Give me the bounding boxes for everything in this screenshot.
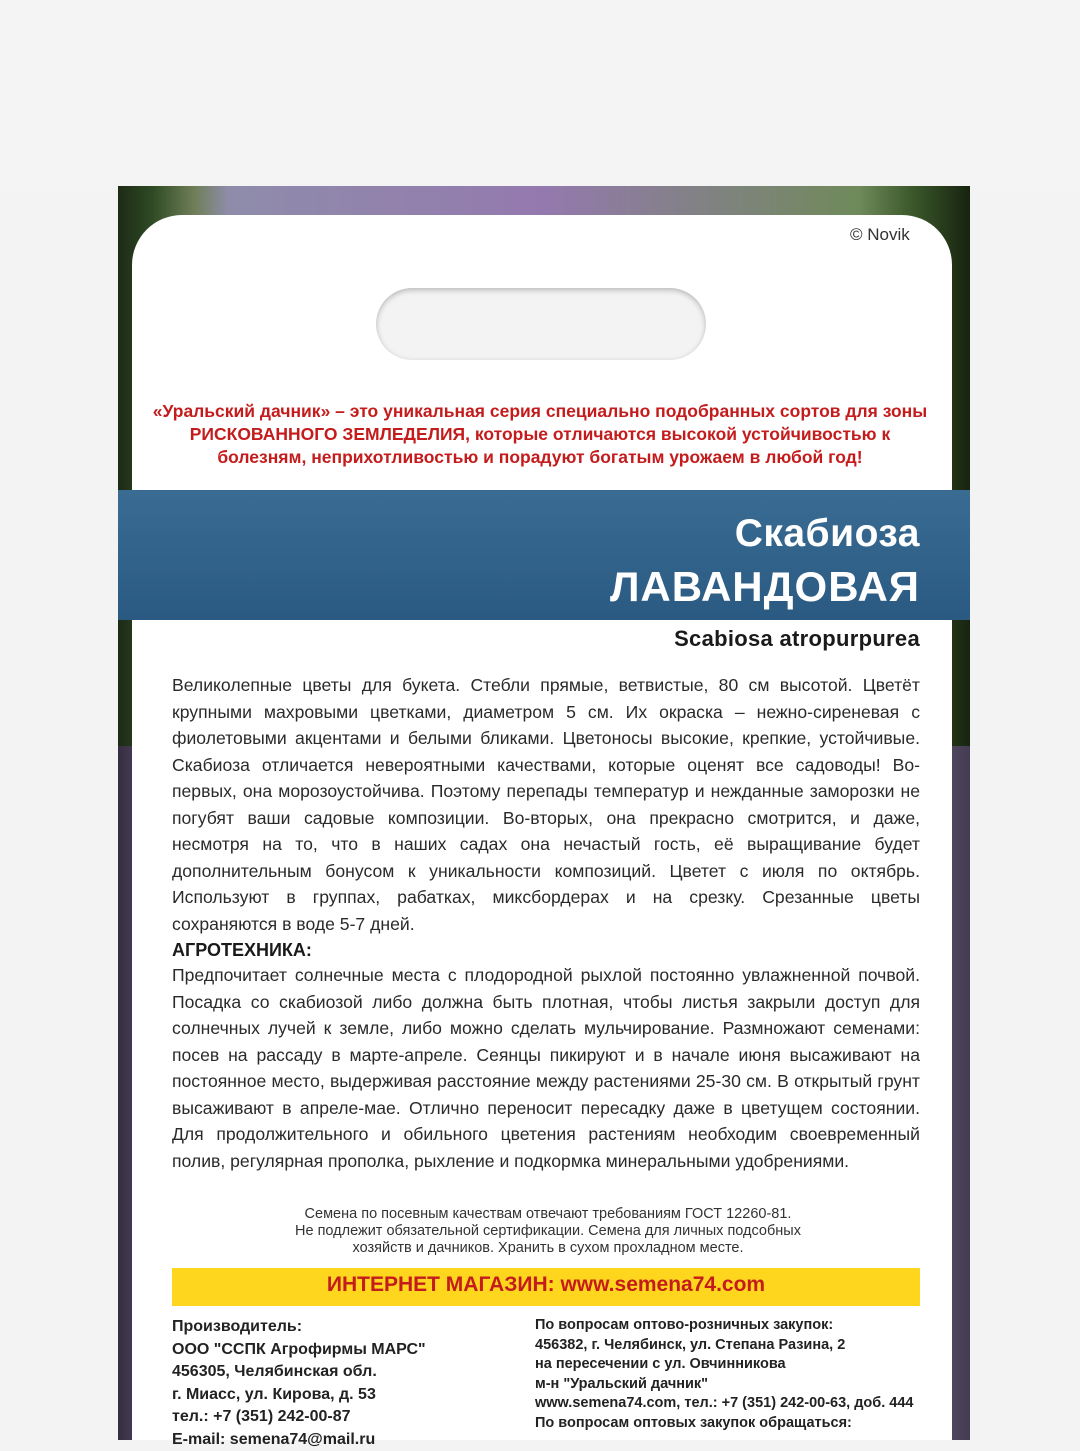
product-variety: ЛАВАНДОВАЯ [610,563,920,611]
gost-line: Семена по посевным качествам отвечают требованиям ГОСТ 12260-81. [190,1206,906,1223]
wholesale-contacts [535,1316,935,1433]
gost-line: Не подлежит обязательной сертификации. Семена для личных подсобных [190,1223,906,1240]
agro-heading: АГРОТЕХНИКА: [172,940,312,961]
latin-name: Scabiosa atropurpurea [674,626,920,652]
copyright: © Novik [850,225,910,245]
manufacturer-info [172,1316,522,1451]
contact-line: По вопросам оптовых закупок обращаться: [535,1414,935,1434]
contact-line: 456382, г. Челябинск, ул. Степана Разина, 2 [535,1336,935,1356]
maker-phone: тел.: +7 (351) 242-00-87 [172,1406,522,1429]
maker-line: г. Миасс, ул. Кирова, д. 53 [172,1384,522,1407]
maker-line: ООО "ССПК Агрофирмы МАРС" [172,1339,522,1362]
maker-line: 456305, Челябинская обл. [172,1361,522,1384]
description: Великолепные цветы для букета. Стебли прямые, ветвистые, 80 см высотой. Цветёт крупными махровыми цветками, диаметром 5 см. Их окраска – нежно-сиреневая с фиолетовыми акцентами и белыми бликами. Цветоносы высокие, крепкие, устойчивые. Скабиоза отличается невероятными качествами, которые оценят все садоводы! Во-первых, она морозоустойчива. Поэтому перепады температур и нежданные заморозки не погубят ваши садовые композиции. Во-вторых, она прекрасно смотрится, и даже, несмотря на то, что в наших садах она нечастый гость, её выращивание будет дополнительным бонусом к уникальности композиций. Цветет с июля по октябрь. Используют в группах, рабатках, миксбордерах и на срезку. Срезанные цветы сохраняются в воде 5-7 дней. [172,672,920,937]
shop-link[interactable]: ИНТЕРНЕТ МАГАЗИН: www.semena74.com [172,1273,920,1297]
contact-line: на пересечении с ул. Овчинникова [535,1355,935,1375]
certification-note [190,1206,906,1257]
gost-line: хозяйств и дачников. Хранить в сухом прохладном месте. [190,1240,906,1257]
background [0,0,1080,185]
contact-line: www.semena74.com, тел.: +7 (351) 242-00-63, доб. 444 [535,1394,935,1414]
agro-text: Предпочитает солнечные места с плодородной рыхлой постоянно увлажненной почвой. Посадка со скабиозой либо должна быть плотная, чтобы листья закрыли доступ для солнечных лучей к земле, либо можно сделать мульчирование. Размножают семенами: посев на рассаду в марте-апреле. Сеянцы пикируют и в начале июня высаживают на постоянное место, выдерживая расстояние между растениями 25-30 см. В открытый грунт высаживают в апреле-мае. Отлично переносит пересадку даже в цветущем состоянии. Для продолжительного и обильного цветения растениям необходим своевременный полив, регулярная прополка, рыхление и подкормка минеральными удобрениями. [172,962,920,1174]
series-intro [150,400,930,469]
contact-line: м-н "Уральский дачник" [535,1375,935,1395]
intro-part1: «Уральский дачник» – это уникальная серия специально подобранных сортов для зоны [153,401,927,421]
product-name: Скабиоза [735,512,920,556]
maker-email[interactable]: E-mail: semena74@mail.ru [172,1429,522,1451]
intro-emphasis: РИСКОВАННОГО ЗЕМЛЕДЕЛИЯ [190,424,465,444]
intro-part2: , которые отличаются высокой устойчивостью к болезням, неприхотливостью и порадуют богатым урожаем в любой год! [217,424,890,467]
hang-hole [376,288,706,360]
contact-line: По вопросам оптово-розничных закупок: [535,1316,935,1336]
maker-line: Производитель: [172,1316,522,1339]
